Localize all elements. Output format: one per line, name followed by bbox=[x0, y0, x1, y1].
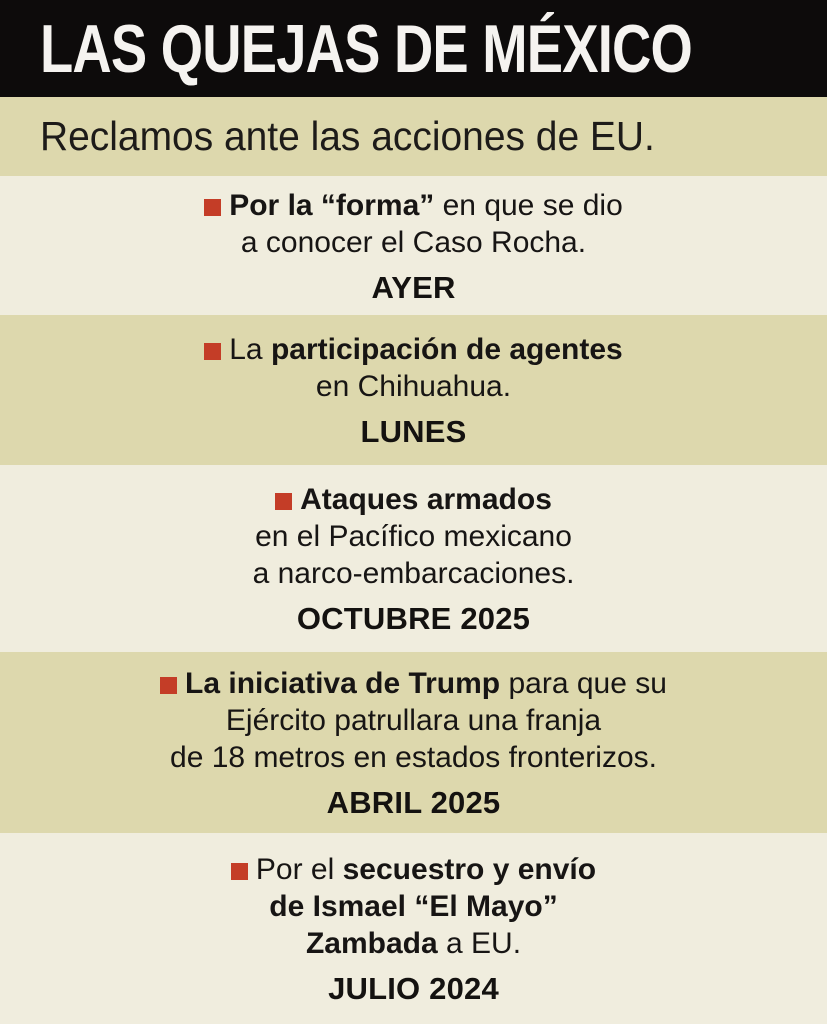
complaint-line bbox=[316, 368, 511, 405]
bullet-square-icon bbox=[231, 863, 248, 880]
complaint-text: en Chihuahua. bbox=[315, 370, 512, 403]
complaint-line bbox=[170, 739, 657, 776]
complaint-item bbox=[0, 465, 827, 652]
complaint-item bbox=[0, 833, 827, 1024]
complaint-item bbox=[0, 315, 827, 465]
complaint-text: a conocer el Caso Rocha. bbox=[240, 225, 587, 259]
complaint-line bbox=[269, 888, 557, 925]
complaint-line bbox=[306, 925, 521, 962]
complaint-text-bold: Por la “forma” bbox=[229, 188, 443, 222]
complaint-date: LUNES bbox=[360, 414, 467, 449]
complaint-date: ABRIL 2025 bbox=[326, 785, 501, 820]
complaint-text-bold: secuestro y envío bbox=[342, 853, 597, 886]
complaint-line bbox=[226, 702, 601, 739]
complaint-date: AYER bbox=[371, 269, 456, 305]
complaint-text-bold: Zambada bbox=[305, 927, 438, 960]
complaint-text: a narco-embarcaciones. bbox=[252, 557, 575, 590]
bullet-square-icon bbox=[275, 493, 292, 510]
complaint-text-bold: Ataques armados bbox=[300, 483, 552, 516]
complaint-item bbox=[0, 176, 827, 315]
subtitle-text: Reclamos ante las acciones de EU. bbox=[40, 113, 655, 159]
bullet-square-icon bbox=[160, 677, 177, 694]
complaint-text: Por el bbox=[255, 853, 343, 886]
complaint-item bbox=[0, 652, 827, 833]
complaint-line bbox=[204, 331, 623, 368]
complaint-text-bold: de Ismael “El Mayo” bbox=[269, 890, 558, 923]
complaint-line bbox=[231, 851, 596, 888]
complaint-text-bold: participación de agentes bbox=[270, 333, 623, 366]
complaint-line bbox=[204, 187, 623, 224]
complaint-text: a EU. bbox=[437, 927, 522, 960]
complaint-line bbox=[275, 481, 552, 518]
complaint-text: para que su bbox=[500, 667, 667, 700]
complaint-date: OCTUBRE 2025 bbox=[296, 601, 531, 636]
bullet-square-icon bbox=[204, 199, 221, 216]
subtitle-bar bbox=[0, 97, 827, 176]
complaint-line bbox=[253, 555, 575, 592]
page-title: LAS QUEJAS DE MÉXICO bbox=[40, 10, 693, 87]
complaint-text: Ejército patrullara una franja bbox=[225, 704, 602, 737]
complaint-line bbox=[160, 665, 667, 702]
complaints-list bbox=[0, 176, 827, 1024]
complaint-text: de 18 metros en estados fronterizos. bbox=[170, 741, 657, 774]
complaint-line bbox=[241, 224, 586, 261]
header-bar bbox=[0, 0, 827, 97]
complaint-text-bold: La iniciativa de Trump bbox=[185, 667, 501, 700]
complaint-text: en el Pacífico mexicano bbox=[255, 520, 572, 553]
complaint-date: JULIO 2024 bbox=[328, 971, 499, 1006]
complaint-line bbox=[255, 518, 572, 555]
complaint-text: en que se dio bbox=[442, 188, 623, 222]
bullet-square-icon bbox=[204, 343, 221, 360]
complaint-text: La bbox=[229, 333, 271, 366]
